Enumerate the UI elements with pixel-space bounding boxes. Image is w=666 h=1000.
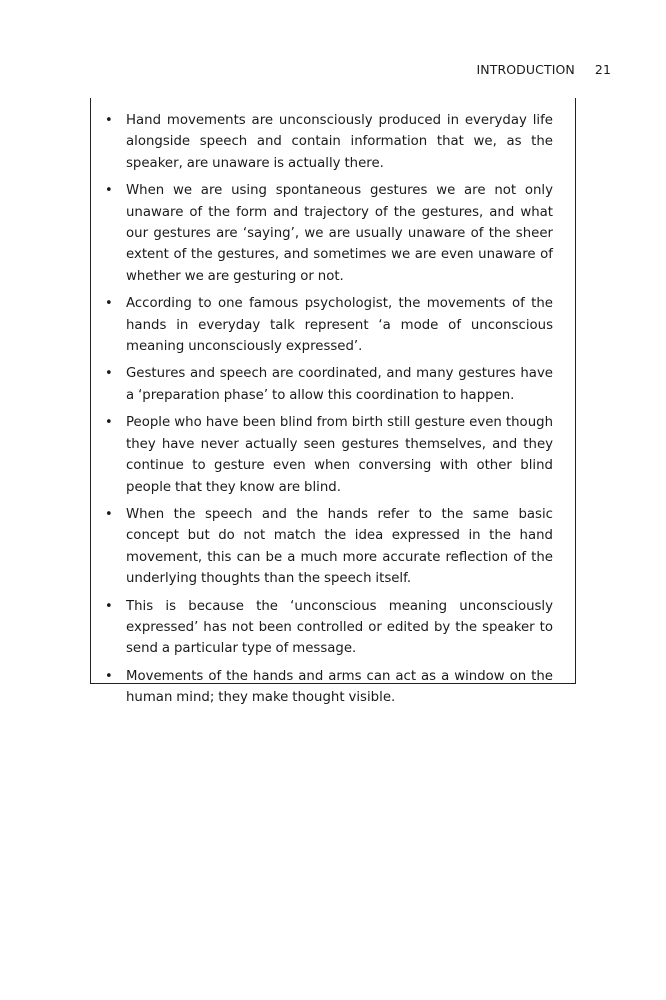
list-item: [105, 180, 553, 287]
bullet-text: Hand movements are unconsciously produced in everyday life alongside speech and contain information that we, as the speaker, are unaware is actually there.: [126, 113, 553, 171]
list-item: [105, 412, 553, 498]
bullet-text: When the speech and the hands refer to the same basic concept but do not match the idea expressed in the hand movement, this can be a much more accurate reflection of the underlying thoughts than the speech itself.: [126, 506, 553, 587]
list-item: [105, 293, 553, 357]
bullet-text: According to one famous psychologist, the movements of the hands in everyday talk represent ‘a mode of unconscious meaning unconsciously expressed’.: [126, 296, 553, 355]
list-item: [105, 504, 553, 590]
bullet-icon: •: [105, 415, 113, 431]
bullet-text: Gestures and speech are coordinated, and many gestures have a ‘preparation phase’ to allow this coordination to happen.: [126, 366, 553, 403]
running-head: [476, 62, 611, 77]
list-item: [105, 666, 553, 709]
bullet-text: This is because the ‘unconscious meaning unconsciously expressed’ has not been controlled or edited by the speaker to send a particular type of message.: [126, 598, 553, 657]
bullet-text: When we are using spontaneous gestures we are not only unaware of the form and trajectory of the gestures, and what our gestures are ‘saying’, we are usually unaware of the sheer extent of the gestures, and sometimes we are even unaware of whether we are gesturing or not.: [126, 183, 553, 284]
bullet-text: People who have been blind from birth still gesture even though they have never actually seen gestures themselves, and they continue to gesture even when conversing with other blind people that they know are blind.: [126, 415, 553, 495]
list-item: [105, 596, 553, 660]
bullet-icon: •: [105, 598, 113, 614]
list-item: [105, 110, 553, 174]
bullet-icon: •: [105, 668, 113, 684]
bullet-icon: •: [105, 183, 113, 199]
bullet-icon: •: [105, 366, 113, 382]
bullet-icon: •: [105, 296, 113, 312]
summary-box: [90, 98, 576, 706]
bullet-icon: •: [105, 506, 113, 522]
bullet-list: [105, 110, 553, 715]
bullet-icon: •: [105, 113, 113, 128]
section-title: INTRODUCTION: [476, 62, 575, 77]
page-number: 21: [594, 62, 611, 77]
bullet-text: Movements of the hands and arms can act as a window on the human mind; they make thought visible.: [126, 668, 553, 706]
list-item: [105, 363, 553, 406]
